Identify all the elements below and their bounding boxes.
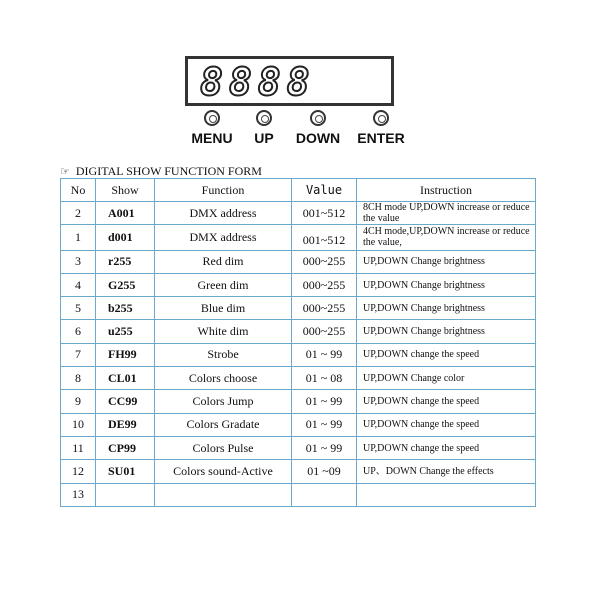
up-button-icon[interactable]: [256, 110, 272, 126]
row-value: 000~255: [292, 320, 357, 343]
row-no: 6: [61, 320, 96, 343]
row-instruction: UP,DOWN change the speed: [357, 390, 536, 413]
row-show: CC99: [96, 390, 155, 413]
row-show: u255: [96, 320, 155, 343]
row-show: A001: [96, 202, 155, 225]
function-table: [60, 178, 536, 507]
table-row: [61, 297, 536, 320]
menu-button-label: MENU: [191, 130, 233, 146]
table-row: [61, 225, 536, 250]
row-no: 11: [61, 436, 96, 459]
row-instruction: 8CH mode UP,DOWN increase or reduce the value: [357, 202, 536, 225]
down-button-icon[interactable]: [310, 110, 326, 126]
row-instruction: UP,DOWN change the speed: [357, 343, 536, 366]
row-show: G255: [96, 273, 155, 296]
row-function: White dim: [155, 320, 292, 343]
row-value: 000~255: [292, 273, 357, 296]
header-instruction: Instruction: [357, 179, 536, 202]
row-show: b255: [96, 297, 155, 320]
row-show: DE99: [96, 413, 155, 436]
down-button-label: DOWN: [295, 130, 341, 146]
row-function: Strobe: [155, 343, 292, 366]
menu-button-icon[interactable]: [204, 110, 220, 126]
row-value: 001~512: [292, 202, 357, 225]
table-header-row: [61, 179, 536, 202]
row-function: Colors Jump: [155, 390, 292, 413]
table-row: [61, 343, 536, 366]
row-value: 001~512: [292, 225, 357, 250]
row-value: [292, 483, 357, 506]
enter-button-icon[interactable]: [373, 110, 389, 126]
table-row: [61, 250, 536, 273]
row-no: 5: [61, 297, 96, 320]
row-instruction: UP,DOWN Change brightness: [357, 320, 536, 343]
display-digits: 8888: [200, 60, 316, 104]
row-no: 10: [61, 413, 96, 436]
header-no: No: [61, 179, 96, 202]
table-row: [61, 320, 536, 343]
form-title: [60, 164, 262, 179]
control-buttons: [0, 110, 600, 150]
row-no: 9: [61, 390, 96, 413]
row-value: 000~255: [292, 250, 357, 273]
table-row: [61, 273, 536, 296]
form-title-text: DIGITAL SHOW FUNCTION FORM: [75, 164, 262, 178]
row-function: DMX address: [155, 202, 292, 225]
row-no: 13: [61, 483, 96, 506]
row-value: 01 ~ 99: [292, 390, 357, 413]
row-value: 01 ~ 99: [292, 413, 357, 436]
row-value: 01 ~09: [292, 460, 357, 483]
table-row: [61, 390, 536, 413]
enter-button[interactable]: [341, 110, 421, 146]
row-instruction: UP,DOWN Change brightness: [357, 297, 536, 320]
row-function: Green dim: [155, 273, 292, 296]
led-display: [185, 56, 394, 106]
table-row: [61, 202, 536, 225]
row-instruction: UP,DOWN Change brightness: [357, 273, 536, 296]
row-value: 000~255: [292, 297, 357, 320]
row-value: 01 ~ 99: [292, 436, 357, 459]
row-show: CL01: [96, 367, 155, 390]
row-show: [96, 483, 155, 506]
row-function: [155, 483, 292, 506]
row-no: 8: [61, 367, 96, 390]
row-instruction: UP,DOWN change the speed: [357, 436, 536, 459]
table-row: [61, 460, 536, 483]
enter-button-label: ENTER: [357, 130, 405, 146]
row-no: 12: [61, 460, 96, 483]
row-no: 1: [61, 225, 96, 250]
table-row: [61, 483, 536, 506]
row-function: Colors choose: [155, 367, 292, 390]
row-value: 01 ~ 08: [292, 367, 357, 390]
row-instruction: [357, 483, 536, 506]
header-show: Show: [96, 179, 155, 202]
row-show: r255: [96, 250, 155, 273]
row-function: Colors Pulse: [155, 436, 292, 459]
row-function: Red dim: [155, 250, 292, 273]
up-button-label: UP: [254, 130, 274, 146]
table-row: [61, 367, 536, 390]
row-show: SU01: [96, 460, 155, 483]
row-no: 4: [61, 273, 96, 296]
row-show: d001: [96, 225, 155, 250]
row-show: CP99: [96, 436, 155, 459]
row-instruction: UP、DOWN Change the effects: [357, 460, 536, 483]
table-row: [61, 436, 536, 459]
row-no: 3: [61, 250, 96, 273]
row-function: Colors Gradate: [155, 413, 292, 436]
row-no: 2: [61, 202, 96, 225]
table-row: [61, 413, 536, 436]
header-value: Value: [292, 179, 357, 202]
header-function: Function: [155, 179, 292, 202]
row-instruction: 4CH mode,UP,DOWN increase or reduce the value,: [357, 225, 536, 250]
row-no: 7: [61, 343, 96, 366]
row-show: FH99: [96, 343, 155, 366]
pointing-hand-icon: ☞: [60, 165, 70, 178]
row-function: Blue dim: [155, 297, 292, 320]
row-function: DMX address: [155, 225, 292, 250]
row-instruction: UP,DOWN Change brightness: [357, 250, 536, 273]
row-value: 01 ~ 99: [292, 343, 357, 366]
row-function: Colors sound-Active: [155, 460, 292, 483]
row-instruction: UP,DOWN change the speed: [357, 413, 536, 436]
row-instruction: UP,DOWN Change color: [357, 367, 536, 390]
